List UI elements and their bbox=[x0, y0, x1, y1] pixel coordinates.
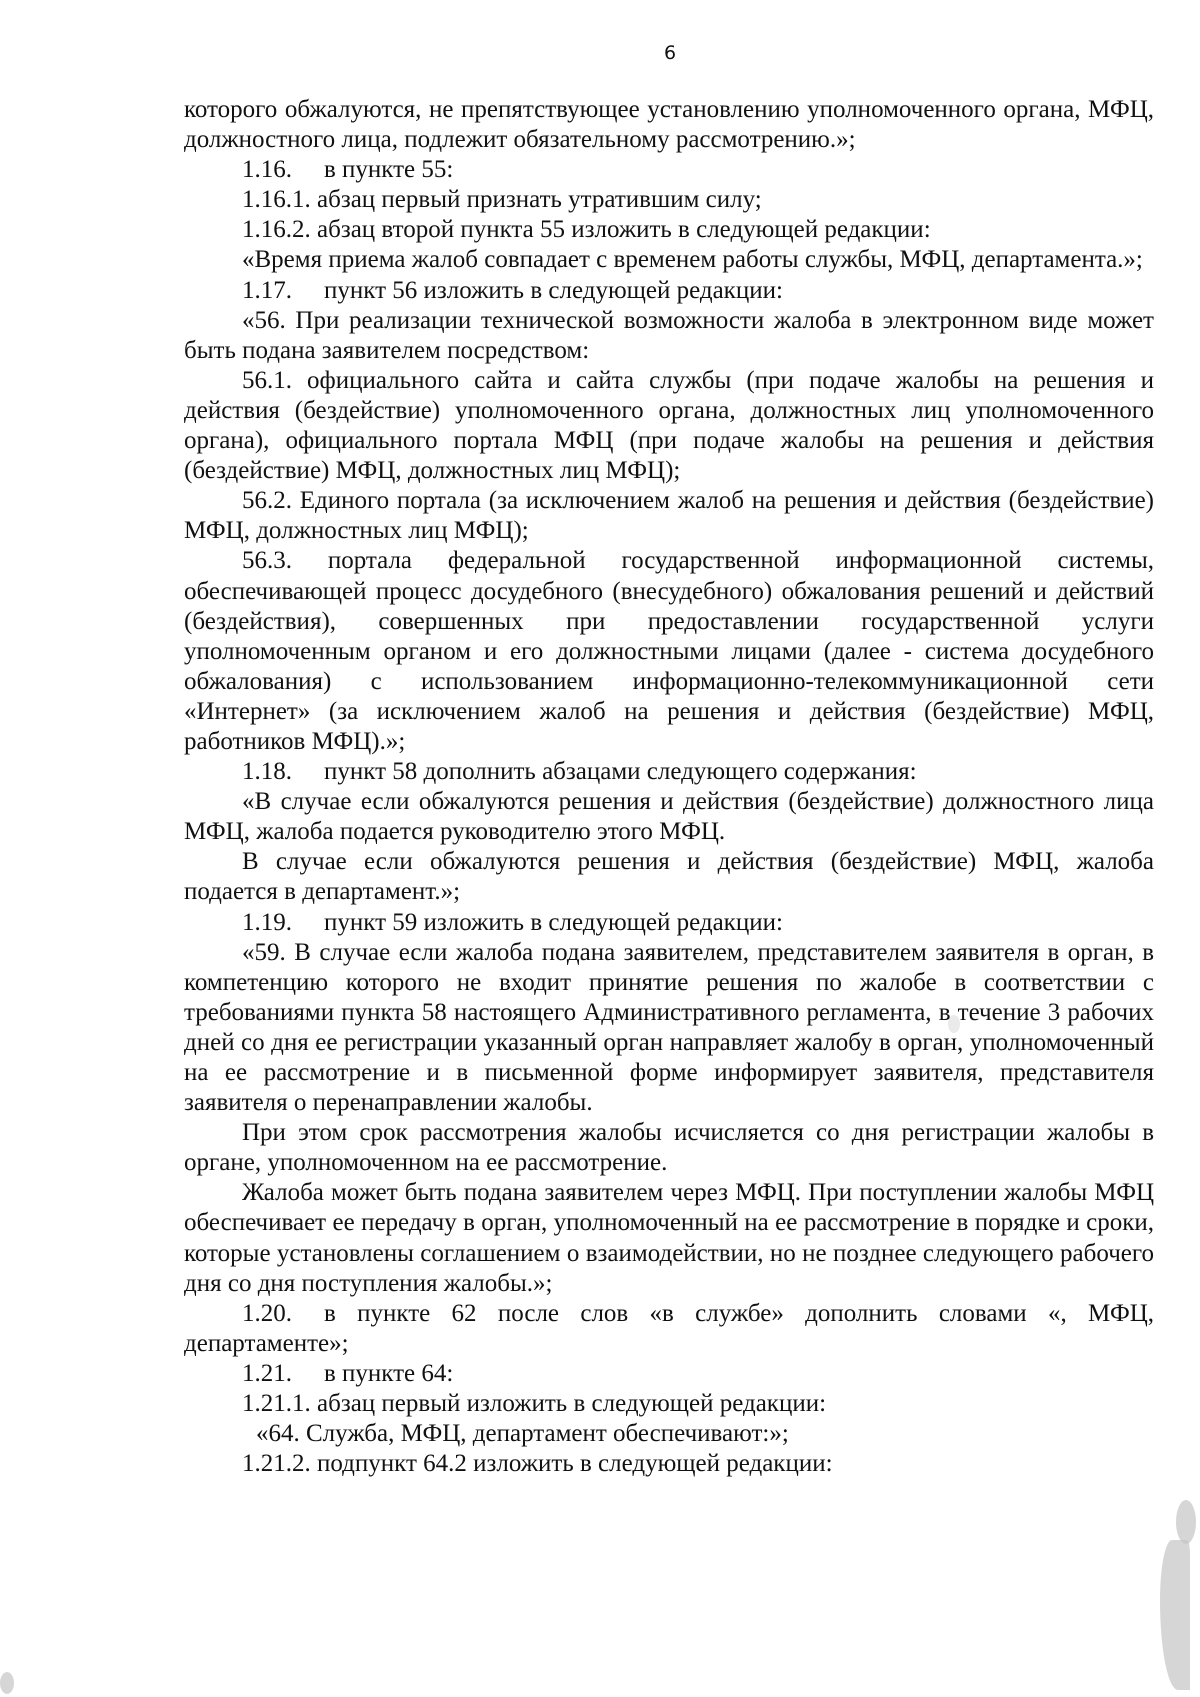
paragraph bbox=[184, 546, 1154, 757]
paragraph bbox=[184, 185, 1154, 215]
paragraph-text: «56. При реализации технической возможности жалоба в электронном виде может быть подана заявителем посредством: bbox=[184, 306, 1154, 364]
paragraph bbox=[184, 847, 1154, 907]
paragraph bbox=[184, 306, 1154, 366]
paragraph bbox=[184, 486, 1154, 546]
paragraph bbox=[184, 908, 1154, 938]
paragraph bbox=[184, 1449, 1154, 1479]
paragraph-text: «64. Служба, МФЦ, департамент обеспечивают:»; bbox=[256, 1420, 789, 1448]
paragraph-text: «Время приема жалоб совпадает с временем работы службы, МФЦ, департамента.»; bbox=[242, 246, 1143, 274]
paragraph-text: пункт 58 дополнить абзацами следующего содержания: bbox=[324, 758, 917, 786]
paragraph bbox=[184, 1389, 1154, 1419]
page-number: 6 bbox=[663, 42, 677, 64]
scan-artifact bbox=[1176, 1500, 1196, 1544]
paragraph bbox=[184, 1178, 1154, 1298]
clause-number: 1.21. bbox=[242, 1359, 292, 1387]
paragraph bbox=[184, 757, 1154, 787]
clause-number: 1.19. bbox=[242, 908, 292, 936]
paragraph bbox=[184, 155, 1154, 185]
paragraph bbox=[184, 787, 1154, 847]
clause-number: 1.20. bbox=[242, 1299, 292, 1327]
paragraph-text: Жалоба может быть подана заявителем через МФЦ. При поступлении жалобы МФЦ обеспечивает ее передачу в орган, уполномоченный на ее рассмотрение в порядке и сроки, которые установлены соглашением о взаимодействии, но не позднее следующего рабочего дня со дня поступления жалобы.»; bbox=[184, 1179, 1154, 1297]
clause-number: 1.17. bbox=[242, 276, 292, 304]
paragraph-text: пункт 56 изложить в следующей редакции: bbox=[324, 276, 783, 304]
paragraph-text: При этом срок рассмотрения жалобы исчисляется со дня регистрации жалобы в органе, уполномоченном на ее рассмотрение. bbox=[184, 1119, 1154, 1177]
paragraph bbox=[184, 1359, 1154, 1389]
paragraph bbox=[184, 366, 1154, 486]
paragraph-text: в пункте 64: bbox=[324, 1359, 454, 1387]
paragraph-text: 56.3. портала федеральной государственной информационной системы, обеспечивающей процесс досудебного (внесудебного) обжалования решений и действий (бездействия), совершенных при предоставлении государственной услуги уполномоченным органом и его должностными лицами (далее - система досудебного обжалования) с использованием информационно-телекоммуникационной сети «Интернет» (за исключением жалоб на решения и действия (бездействие) МФЦ, работников МФЦ).»; bbox=[184, 547, 1154, 755]
paragraph-text: «В случае если обжалуются решения и действия (бездействие) должностного лица МФЦ, жалоба подается руководителю этого МФЦ. bbox=[184, 788, 1154, 846]
scan-artifact bbox=[948, 1015, 960, 1033]
paragraph-text: «59. В случае если жалоба подана заявителем, представителем заявителя в орган, в компетенцию которого не входит принятие решения по жалобе в соответствии с требованиями пункта 58 настоящего Административного регламента, в течение 3 рабочих дней со дня ее регистрации указанный орган направляет жалобу в орган, уполномоченный на ее рассмотрение и в письменной форме информирует заявителя, представителя заявителя о перенаправлении жалобы. bbox=[184, 938, 1154, 1117]
paragraph bbox=[184, 95, 1154, 155]
paragraph-text: в пункте 62 после слов «в службе» дополнить словами «, МФЦ, департаменте»; bbox=[184, 1299, 1154, 1357]
paragraph-text: которого обжалуются, не препятствующее установлению уполномоченного органа, МФЦ, должностного лица, подлежит обязательному рассмотрению.»; bbox=[184, 96, 1154, 154]
paragraph-text: В случае если обжалуются решения и действия (бездействие) МФЦ, жалоба подается в департамент.»; bbox=[184, 848, 1154, 906]
paragraph bbox=[184, 1419, 1154, 1449]
paragraph-text: 1.21.1. абзац первый изложить в следующей редакции: bbox=[242, 1390, 827, 1418]
paragraph-text: 1.16.1. абзац первый признать утратившим силу; bbox=[242, 186, 762, 214]
document-body bbox=[184, 95, 1154, 1479]
scan-artifact bbox=[0, 1672, 14, 1694]
paragraph bbox=[184, 245, 1154, 275]
scan-artifact bbox=[1160, 1540, 1190, 1690]
paragraph bbox=[184, 938, 1154, 1119]
clause-number: 1.18. bbox=[242, 758, 292, 786]
paragraph bbox=[184, 1118, 1154, 1178]
paragraph bbox=[184, 215, 1154, 245]
paragraph-text: 56.1. официального сайта и сайта службы (при подаче жалобы на решения и действия (бездействие) уполномоченного органа, должностных лиц уполномоченного органа), официального портала МФЦ (при подаче жалобы на решения и действия (бездействие) МФЦ, должностных лиц МФЦ); bbox=[184, 366, 1154, 485]
clause-number: 1.16. bbox=[242, 156, 292, 184]
paragraph-text: 1.21.2. подпункт 64.2 изложить в следующей редакции: bbox=[242, 1450, 833, 1478]
paragraph-text: в пункте 55: bbox=[324, 156, 454, 184]
paragraph bbox=[184, 1299, 1154, 1359]
paragraph bbox=[184, 276, 1154, 306]
paragraph-text: 1.16.2. абзац второй пункта 55 изложить в следующей редакции: bbox=[242, 216, 931, 244]
paragraph-text: пункт 59 изложить в следующей редакции: bbox=[324, 908, 783, 936]
paragraph-text: 56.2. Единого портала (за исключением жалоб на решения и действия (бездействие) МФЦ, должностных лиц МФЦ); bbox=[184, 487, 1154, 545]
